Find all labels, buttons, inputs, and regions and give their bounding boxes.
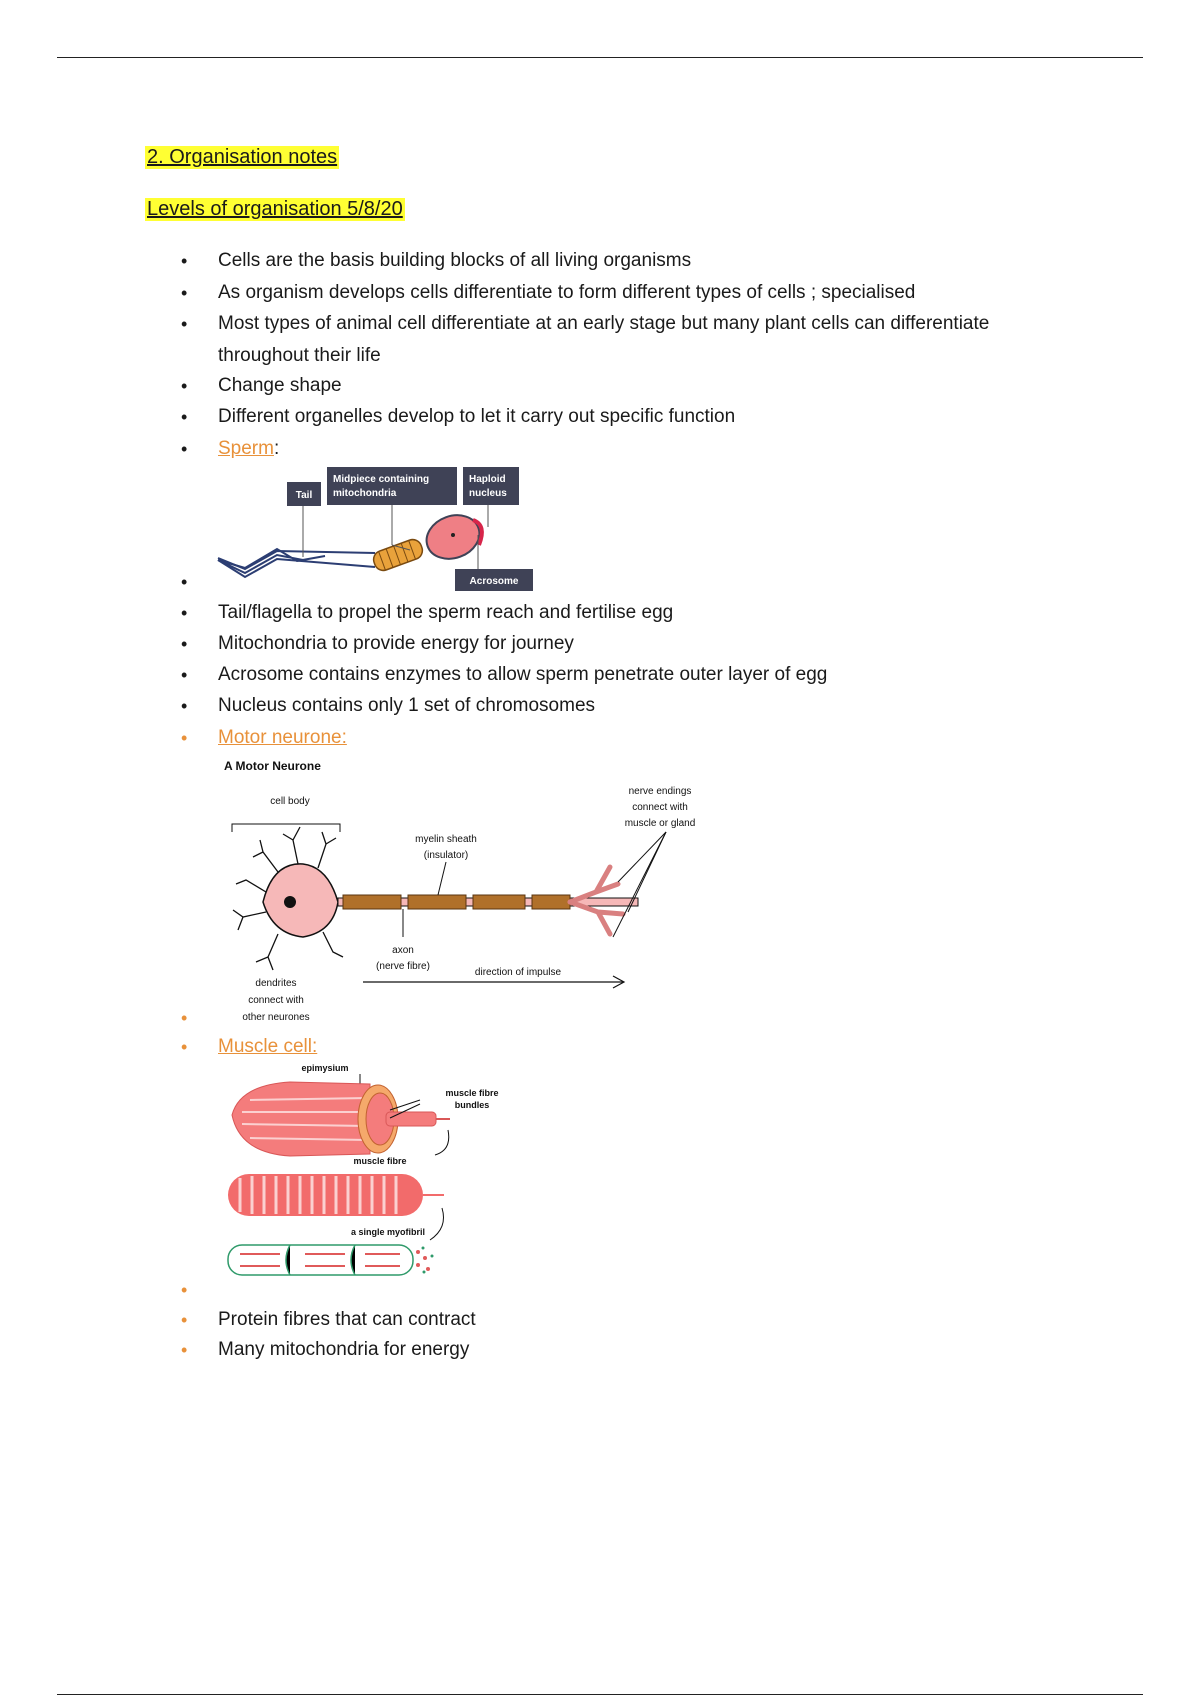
nerve-label-3: muscle or gland: [624, 818, 696, 829]
bullet-dot: •: [181, 439, 188, 459]
haploid-label-1: Haploid: [469, 474, 506, 485]
myelin-segment: [532, 895, 570, 909]
sperm-heading: Sperm:: [218, 438, 280, 459]
list-item: Change shape: [218, 375, 342, 396]
bullet-dot: •: [181, 314, 188, 334]
bullet-dot: •: [181, 665, 188, 685]
haploid-label-box: [463, 467, 519, 505]
cell-body-label: cell body: [270, 796, 310, 807]
bullet-dot: •: [181, 603, 188, 623]
haploid-label-2: nucleus: [469, 488, 507, 499]
tail-label: Tail: [295, 490, 313, 501]
nucleus-dot: [284, 896, 296, 908]
bundles-label-1: muscle fibre: [445, 1088, 499, 1098]
midpiece-label-1: Midpiece containing: [333, 474, 430, 485]
muscle-link[interactable]: Muscle cell:: [218, 1036, 318, 1057]
axon-label-2: (nerve fibre): [376, 961, 430, 972]
bullet-dot: •: [181, 376, 188, 396]
list-item: As organism develops cells differentiate to form different types of cells ; specialised: [218, 282, 916, 303]
dendrites-label-2: connect with: [248, 995, 304, 1006]
myofibril-label: a single myofibril: [350, 1227, 426, 1237]
myelin-segment: [473, 895, 525, 909]
list-item-continuation: throughout their life: [218, 345, 381, 366]
bullet-dot: •: [181, 572, 188, 592]
midpiece-label-2: mitochondria: [333, 488, 397, 499]
muscle-diagram: [220, 1060, 510, 1285]
myelin-segment: [408, 895, 466, 909]
bundles-label-2: bundles: [454, 1100, 490, 1110]
cell-body-shape: [263, 864, 338, 937]
muscle-heading: [218, 1035, 317, 1059]
sperm-diagram: [215, 465, 535, 600]
bullet-dot: •: [181, 1340, 188, 1360]
bullet-dot: •: [181, 251, 188, 271]
list-item: Different organelles develop to let it carry out specific function: [218, 406, 736, 427]
myofibril-shape: [228, 1245, 413, 1275]
bottom-rule: [57, 1694, 1143, 1695]
bullet-dot: •: [181, 407, 188, 427]
nerve-label-2: connect with: [632, 802, 688, 813]
neurone-title: A Motor Neurone: [224, 759, 321, 773]
nerve-label-1: nerve endings: [628, 786, 692, 797]
myelin-label-2: (insulator): [423, 850, 469, 861]
axon-label-1: axon: [392, 945, 414, 956]
list-item: Many mitochondria for energy: [218, 1339, 470, 1360]
bullet-dot: •: [181, 696, 188, 716]
document-title: 2. Organisation notes: [147, 146, 338, 168]
neurone-link[interactable]: Motor neurone:: [218, 727, 347, 748]
list-item: Tail/flagella to propel the sperm reach and fertilise egg: [218, 602, 674, 623]
list-item: Acrosome contains enzymes to allow sperm penetrate outer layer of egg: [218, 664, 828, 685]
sperm-link[interactable]: Sperm: [218, 438, 274, 459]
direction-label: direction of impulse: [474, 967, 562, 978]
bullet-dot: •: [181, 283, 188, 303]
list-item: Protein fibres that can contract: [218, 1309, 476, 1330]
bullet-dot: •: [181, 1037, 188, 1057]
acrosome-label: Acrosome: [469, 576, 519, 587]
midpiece-label-box: [327, 467, 457, 505]
epimysium-label: epimysium: [301, 1063, 349, 1073]
list-item: Cells are the basis building blocks of all living organisms: [218, 250, 692, 271]
dendrites-label-3: other neurones: [242, 1012, 310, 1023]
bullet-dot: •: [181, 1280, 188, 1300]
myelin-label-1: myelin sheath: [415, 834, 477, 845]
bullet-dot: •: [181, 1008, 188, 1028]
list-item: Mitochondria to provide energy for journey: [218, 633, 574, 654]
list-item: Most types of animal cell differentiate at an early stage but many plant cells can differentiate: [218, 313, 990, 334]
bullet-dot: •: [181, 728, 188, 748]
neurone-heading: [218, 726, 347, 750]
bullet-dot: •: [181, 1310, 188, 1330]
top-rule: [57, 57, 1143, 58]
myelin-segment: [343, 895, 401, 909]
bullet-dot: •: [181, 634, 188, 654]
fibre-label: muscle fibre: [353, 1156, 407, 1166]
midpiece-shape: [371, 537, 425, 573]
muscle-bundle: [232, 1082, 370, 1156]
document-subtitle: Levels of organisation 5/8/20: [147, 198, 403, 220]
neurone-diagram: [218, 752, 718, 1027]
list-item: Nucleus contains only 1 set of chromosomes: [218, 695, 596, 716]
dendrites-label-1: dendrites: [255, 978, 297, 989]
